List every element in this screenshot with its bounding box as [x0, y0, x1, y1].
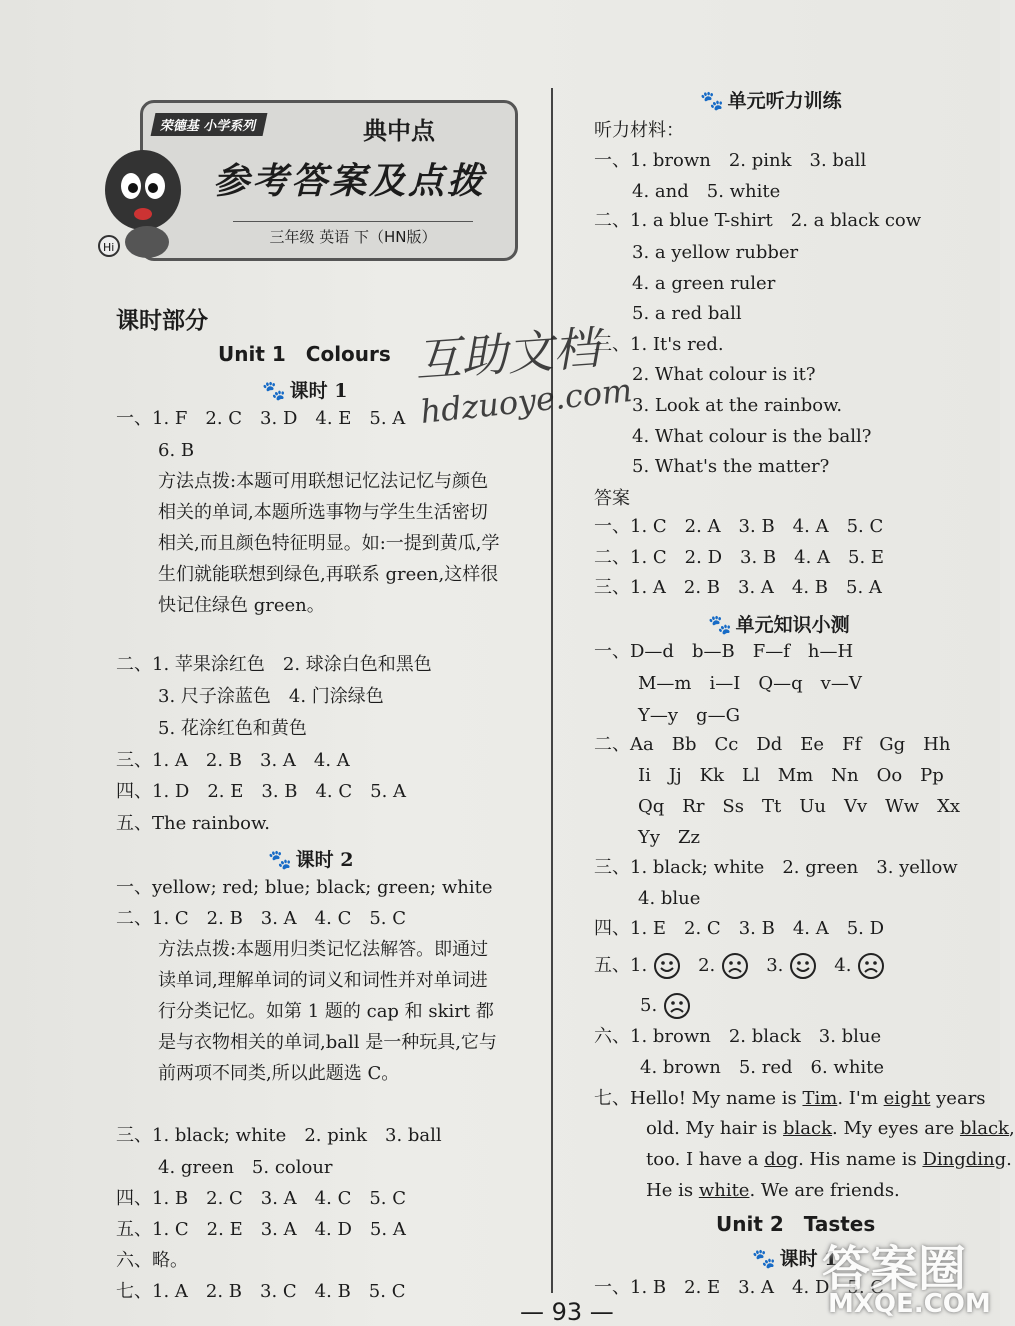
lm3-d: 4. What colour is the ball?: [632, 426, 872, 447]
unit2-title: Unit 2 Tastes: [716, 1212, 876, 1236]
qz7-answer: Tim: [802, 1088, 838, 1109]
qz1-c: Y—y g—G: [638, 705, 740, 726]
qz7-text: He is: [646, 1180, 694, 1201]
smile-face-icon: [653, 952, 681, 980]
qz7-answer: eight: [883, 1088, 931, 1109]
l1-q2-b: 3. 尺子涂蓝色 4. 门涂绿色: [158, 686, 384, 707]
l1-q3: 三、1. A 2. B 3. A 4. A: [116, 750, 350, 771]
brand-logo: 荣德基 小学系列: [151, 113, 267, 136]
sad-face-icon: [721, 952, 749, 980]
paw-icon: 🐾: [700, 90, 724, 112]
qz7-answer: dog: [764, 1149, 799, 1170]
watermark-url: hdzuoye.com: [418, 370, 634, 432]
banner-title: 参考答案及点拨: [213, 160, 487, 202]
l2-q1: 一、yellow; red; blue; black; green; white: [116, 877, 493, 898]
qz2-a: 二、Aa Bb Cc Dd Ee Ff Gg Hh: [594, 734, 951, 755]
qz7-text: . My eyes are: [832, 1118, 955, 1139]
qz4: 四、1. E 2. C 3. B 4. A 5. D: [594, 918, 885, 939]
l1-q4: 四、1. D 2. E 3. B 4. C 5. A: [116, 781, 407, 802]
section-title: 课时部分: [116, 308, 208, 334]
qz7-answer: black: [783, 1118, 833, 1139]
qz7-text: ,: [1008, 1118, 1015, 1139]
banner-subtitle: 三年级 英语 下（HN版）: [233, 221, 473, 247]
qz2-b: Ii Jj Kk Ll Mm Nn Oo Pp: [638, 765, 944, 786]
lm2-a: 二、1. a blue T-shirt 2. a black cow: [594, 210, 922, 231]
ans1: 一、1. C 2. A 3. B 4. A 5. C: [594, 516, 884, 537]
listen-material-label: 听力材料：: [594, 120, 684, 141]
qz7-text: too. I have a: [646, 1149, 759, 1170]
qz5-prefix: 五、1.: [594, 955, 648, 976]
l1-q1-a: 一、1. F 2. C 3. D 4. E 5. A: [116, 408, 406, 429]
qz7-text: old. My hair is: [646, 1118, 778, 1139]
lm1-b: 4. and 5. white: [632, 181, 781, 202]
u2-lesson-label: 课时 1: [779, 1248, 838, 1270]
qz5-3: 3.: [766, 955, 784, 976]
l2-q7: 七、1. A 2. B 3. C 4. B 5. C: [116, 1281, 406, 1302]
lm3-e: 5. What's the matter?: [632, 456, 830, 477]
l2-q4: 四、1. B 2. C 3. A 4. C 5. C: [116, 1188, 407, 1209]
l2-q2: 二、1. C 2. B 3. A 4. C 5. C: [116, 908, 407, 929]
qz5-4: 4.: [834, 955, 852, 976]
qz5-row2: [640, 992, 691, 1020]
lm2-c: 4. a green ruler: [632, 273, 776, 294]
qz7-answer: black: [959, 1118, 1009, 1139]
paw-icon: 🐾: [752, 1248, 776, 1270]
smile-face-icon: [789, 952, 817, 980]
lm2-b: 3. a yellow rubber: [632, 242, 799, 263]
ans3: 三、1. A 2. B 3. A 4. B 5. A: [594, 577, 882, 598]
corner-watermark: 答案圈: [822, 1241, 967, 1297]
qz7-text: .: [1006, 1149, 1012, 1170]
qz6-b: 4. brown 5. red 6. white: [640, 1057, 885, 1078]
qz1-b: M—m i—I Q—q v—V: [638, 673, 862, 694]
l2-q3-a: 三、1. black; white 2. pink 3. ball: [116, 1125, 442, 1146]
lm3-a: 三、1. It's red.: [594, 334, 724, 355]
mascot-icon: [95, 142, 190, 262]
quiz-title: [708, 610, 850, 637]
header-banner: [140, 100, 518, 261]
u2-q1: 一、1. B 2. E 3. A 4. D 5. C: [594, 1277, 885, 1298]
lm3-c: 3. Look at the rainbow.: [632, 395, 843, 416]
qz7-line1: [594, 1088, 986, 1110]
l1-q5: 五、The rainbow.: [116, 813, 271, 834]
l2-note: 方法点拨:本题用归类记忆法解答。即通过读单词,理解单词的词义和词性并对单词进行分类记忆。如第 1 题的 cap 和 skirt 都是与衣物相关的单词,ball 是一种玩具,它与前两项不同类,所以此题选 C。: [158, 939, 497, 1084]
qz7-label: 七、: [594, 1088, 630, 1109]
qz3-a: 三、1. black; white 2. green 3. yellow: [594, 857, 958, 878]
qz6-a: 六、1. brown 2. black 3. blue: [594, 1026, 882, 1047]
paw-icon: 🐾: [268, 849, 292, 871]
lm2-d: 5. a red ball: [632, 303, 742, 324]
qz7-text: . I'm: [837, 1088, 878, 1109]
sad-face-icon: [663, 992, 691, 1020]
dian-logo: 典中点: [363, 117, 435, 145]
qz5-2: 2.: [698, 955, 716, 976]
qz5-5: 5.: [640, 995, 658, 1016]
l2-q3-b: 4. green 5. colour: [158, 1157, 333, 1178]
qz2-d: Yy Zz: [638, 827, 701, 848]
watermark-text: 互助文档: [413, 320, 601, 388]
quiz-label: 单元知识小测: [735, 614, 850, 636]
l2-q6: 六、略。: [116, 1250, 188, 1271]
lm1-a: 一、1. brown 2. pink 3. ball: [594, 150, 867, 171]
svg-text:Hi: Hi: [103, 241, 115, 254]
corner-watermark-url: MXQE.COM: [828, 1289, 991, 1319]
unit1-title: Unit 1 Colours: [218, 342, 391, 366]
lm3-b: 2. What colour is it?: [632, 364, 816, 385]
lesson2-label: 课时 2: [295, 849, 354, 871]
qz1-a: 一、D—d b—B F—f h—H: [594, 641, 854, 662]
listening-title: [700, 86, 842, 113]
lesson2-title: [268, 845, 354, 872]
qz7-answer: Dingding: [922, 1149, 1007, 1170]
lesson1-label: 课时 1: [289, 380, 348, 402]
qz7-line2: [646, 1118, 1015, 1140]
sad-face-icon: [857, 952, 885, 980]
qz7-text: Hello! My name is: [630, 1088, 797, 1109]
page-number: — 93 —: [520, 1298, 614, 1326]
l1-q2-a: 二、1. 苹果涂红色 2. 球涂白色和黑色: [116, 654, 432, 675]
lesson1-title: [262, 376, 348, 403]
l1-q1-b: 6. B: [158, 440, 195, 461]
ans2: 二、1. C 2. D 3. B 4. A 5. E: [594, 547, 885, 568]
l2-q5: 五、1. C 2. E 3. A 4. D 5. A: [116, 1219, 406, 1240]
paw-icon: 🐾: [262, 380, 286, 402]
l1-q2-c: 5. 花涂红色和黄色: [158, 718, 307, 739]
qz7-text: years: [936, 1088, 986, 1109]
qz3-b: 4. blue: [638, 888, 701, 909]
column-divider: [551, 88, 553, 1293]
qz7-line3: [646, 1149, 1012, 1171]
answer-label: 答案: [594, 488, 630, 509]
qz7-text: . We are friends.: [749, 1180, 900, 1201]
qz7-answer: white: [698, 1180, 750, 1201]
listening-label: 单元听力训练: [727, 90, 842, 112]
l1-note: 方法点拨:本题可用联想记忆法记忆与颜色相关的单词,本题所选事物与学生生活密切相关,而且颜色特征明显。如:一提到黄瓜,学生们就能联想到绿色,再联系 green,这样很快记住绿色 green。: [158, 471, 500, 616]
paw-icon: 🐾: [708, 614, 732, 636]
qz5-row1: [594, 952, 885, 980]
qz7-text: . His name is: [798, 1149, 917, 1170]
qz2-c: Qq Rr Ss Tt Uu Vv Ww Xx: [638, 796, 961, 817]
qz7-line4: [646, 1180, 900, 1202]
